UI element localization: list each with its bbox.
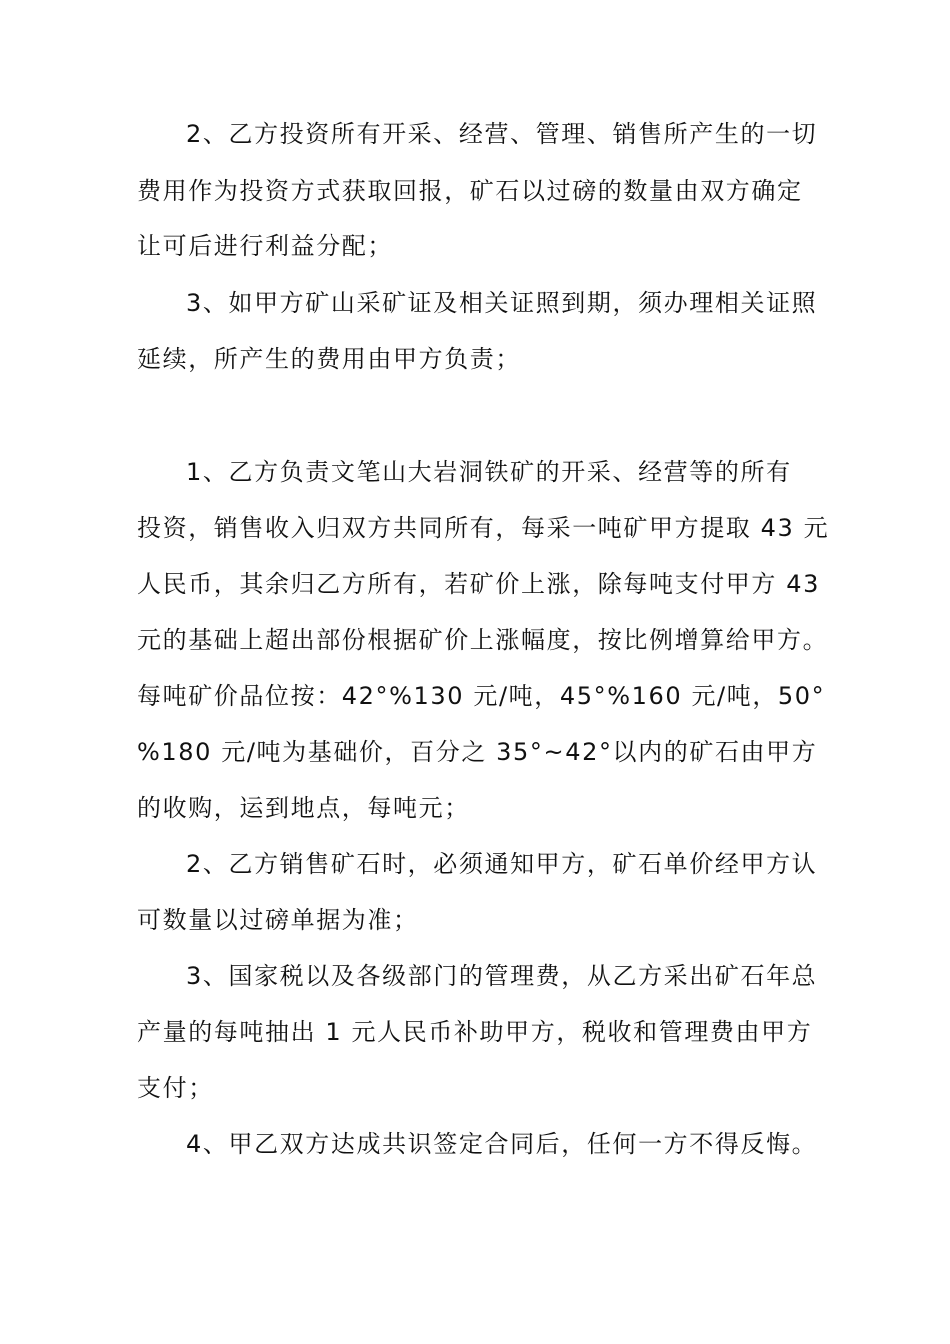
text-line: 延续，所产生的费用由甲方负责； bbox=[137, 345, 521, 373]
text-line: 支付； bbox=[137, 1074, 214, 1102]
text-line: 投资，销售收入归双方共同所有，每采一吨矿甲方提取 43 元 bbox=[137, 514, 830, 542]
text-line: 费用作为投资方式获取回报，矿石以过磅的数量由双方确定 bbox=[137, 177, 803, 205]
text-line: 每吨矿价品位按：42°%130 元/吨，45°%160 元/吨，50° bbox=[137, 682, 826, 710]
text-line: %180 元/吨为基础价，百分之 35°~42°以内的矿石由甲方 bbox=[137, 738, 818, 766]
text-line: 3、如甲方矿山采矿证及相关证照到期，须办理相关证照 bbox=[186, 289, 818, 317]
text-line: 1、乙方负责文笔山大岩洞铁矿的开采、经营等的所有 bbox=[186, 458, 792, 486]
text-line: 3、国家税以及各级部门的管理费，从乙方采出矿石年总 bbox=[186, 962, 818, 990]
text-line: 4、甲乙双方达成共识签定合同后，任何一方不得反悔。 bbox=[186, 1130, 818, 1158]
text-line: 元的基础上超出部份根据矿价上涨幅度，按比例增算给甲方。 bbox=[137, 626, 829, 654]
text-line: 让可后进行利益分配； bbox=[137, 232, 393, 260]
text-line: 产量的每吨抽出 1 元人民币补助甲方，税收和管理费由甲方 bbox=[137, 1018, 813, 1046]
text-line: 2、乙方投资所有开采、经营、管理、销售所产生的一切 bbox=[186, 120, 818, 148]
text-line: 可数量以过磅单据为准； bbox=[137, 906, 419, 934]
text-line: 人民币，其余归乙方所有，若矿价上涨，除每吨支付甲方 43 bbox=[137, 570, 820, 598]
text-line: 2、乙方销售矿石时，必须通知甲方，矿石单价经甲方认 bbox=[186, 850, 818, 878]
text-line: 的收购，运到地点，每吨元； bbox=[137, 794, 470, 822]
